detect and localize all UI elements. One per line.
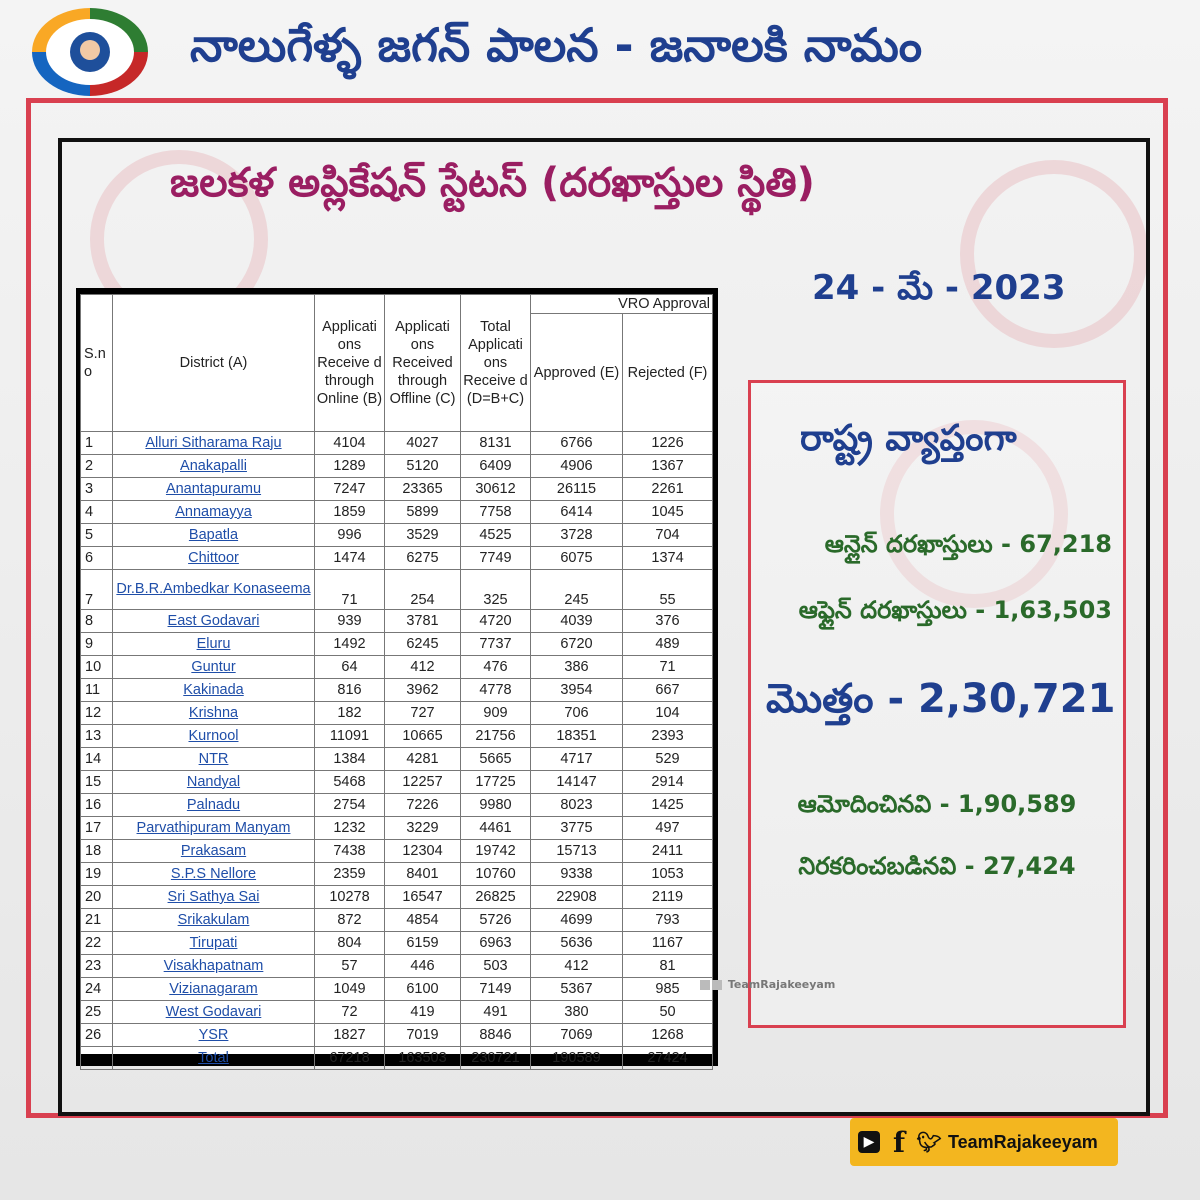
header-district: District (A): [113, 295, 315, 432]
summary-total: మొత్తం - 2,30,721: [766, 676, 1116, 722]
cell-online: 1474: [315, 547, 385, 570]
cell-district[interactable]: Sri Sathya Sai: [113, 886, 315, 909]
cell-total: 9980: [461, 794, 531, 817]
cell-rejected: 489: [623, 633, 713, 656]
table-row: [81, 909, 713, 932]
table-row: [81, 501, 713, 524]
cell-rejected: 497: [623, 817, 713, 840]
cell-sno: 4: [81, 501, 113, 524]
cell-online: 2754: [315, 794, 385, 817]
cell-offline: 4281: [385, 748, 461, 771]
cell-online: 7438: [315, 840, 385, 863]
cell-offline: 412: [385, 656, 461, 679]
cell-total: 7758: [461, 501, 531, 524]
cell-district[interactable]: Total: [113, 1047, 315, 1070]
cell-online: 11091: [315, 725, 385, 748]
table-row: [81, 955, 713, 978]
cell-sno: 15: [81, 771, 113, 794]
cell-online: 1232: [315, 817, 385, 840]
cell-rejected: 50: [623, 1001, 713, 1024]
cell-total: 4461: [461, 817, 531, 840]
table-row: [81, 840, 713, 863]
cell-sno: 7: [81, 570, 113, 610]
page-title: నాలుగేళ్ళ జగన్ పాలన - జనాలకి నామం: [190, 18, 923, 72]
table-row: [81, 771, 713, 794]
table-row: [81, 817, 713, 840]
cell-district[interactable]: Bapatla: [113, 524, 315, 547]
youtube-icon: ▶: [858, 1131, 880, 1153]
cell-approved: 7069: [531, 1024, 623, 1047]
cell-rejected: 1425: [623, 794, 713, 817]
cell-rejected: 1367: [623, 455, 713, 478]
table-row: [81, 1024, 713, 1047]
table-row: [81, 748, 713, 771]
cell-total: 21756: [461, 725, 531, 748]
cell-offline: 6245: [385, 633, 461, 656]
cell-offline: 7226: [385, 794, 461, 817]
cell-online: 996: [315, 524, 385, 547]
status-table-card: [76, 288, 718, 1066]
cell-approved: 18351: [531, 725, 623, 748]
table-row: [81, 932, 713, 955]
cell-district[interactable]: Palnadu: [113, 794, 315, 817]
table-row: [81, 702, 713, 725]
cell-approved: 6766: [531, 432, 623, 455]
cell-total: 10760: [461, 863, 531, 886]
cell-offline: 3529: [385, 524, 461, 547]
cell-rejected: 2411: [623, 840, 713, 863]
cell-sno: 13: [81, 725, 113, 748]
total-row: [81, 1047, 713, 1070]
table-row: [81, 679, 713, 702]
brand-bar: [850, 1118, 1118, 1166]
table-row: [81, 524, 713, 547]
cell-rejected: 2393: [623, 725, 713, 748]
cell-district[interactable]: S.P.S Nellore: [113, 863, 315, 886]
cell-offline: 12257: [385, 771, 461, 794]
cell-total: 4720: [461, 610, 531, 633]
summary-offline: ఆఫ్లైన్ దరఖాస్తులు - 1,63,503: [798, 596, 1112, 624]
cell-total: 503: [461, 955, 531, 978]
cell-district[interactable]: Annamayya: [113, 501, 315, 524]
cell-rejected: 55: [623, 570, 713, 610]
cell-district[interactable]: Guntur: [113, 656, 315, 679]
table-row: [81, 455, 713, 478]
cell-total: 909: [461, 702, 531, 725]
header-rejected: Rejected (F): [623, 314, 713, 432]
facebook-icon: f: [892, 1125, 906, 1159]
cell-district[interactable]: Nandyal: [113, 771, 315, 794]
header-sno: S.n o: [81, 295, 113, 432]
cell-online: 57: [315, 955, 385, 978]
district-status-table: [80, 294, 713, 1070]
cell-total: 7737: [461, 633, 531, 656]
cell-offline: 254: [385, 570, 461, 610]
cell-total: 5665: [461, 748, 531, 771]
cell-rejected: 985: [623, 978, 713, 1001]
cell-sno: 19: [81, 863, 113, 886]
cell-rejected: 376: [623, 610, 713, 633]
cell-online: 1384: [315, 748, 385, 771]
table-row: [81, 863, 713, 886]
cell-sno: 24: [81, 978, 113, 1001]
cell-sno: 20: [81, 886, 113, 909]
cell-approved: 4699: [531, 909, 623, 932]
cell-approved: 9338: [531, 863, 623, 886]
cell-district[interactable]: NTR: [113, 748, 315, 771]
cell-total: 26825: [461, 886, 531, 909]
cell-sno: 18: [81, 840, 113, 863]
cell-approved: 6075: [531, 547, 623, 570]
twitter-icon: 🐦︎: [916, 1130, 942, 1154]
cell-rejected: 1167: [623, 932, 713, 955]
table-row: [81, 886, 713, 909]
cell-sno: 25: [81, 1001, 113, 1024]
header-vro-approval: VRO Approval: [531, 295, 713, 314]
cell-approved: 386: [531, 656, 623, 679]
cell-approved: 190589: [531, 1047, 623, 1070]
cell-sno: 1: [81, 432, 113, 455]
cell-online: 1289: [315, 455, 385, 478]
cell-offline: 446: [385, 955, 461, 978]
cell-online: 67218: [315, 1047, 385, 1070]
cell-approved: 380: [531, 1001, 623, 1024]
cell-approved: 8023: [531, 794, 623, 817]
cell-online: 182: [315, 702, 385, 725]
cell-sno: 8: [81, 610, 113, 633]
cell-sno: 17: [81, 817, 113, 840]
cell-offline: 23365: [385, 478, 461, 501]
cell-total: 491: [461, 1001, 531, 1024]
cell-district[interactable]: Alluri Sitharama Raju: [113, 432, 315, 455]
cell-total: 476: [461, 656, 531, 679]
cell-district[interactable]: Vizianagaram: [113, 978, 315, 1001]
cell-sno: 16: [81, 794, 113, 817]
cell-rejected: 27424: [623, 1047, 713, 1070]
cell-rejected: 2914: [623, 771, 713, 794]
cell-rejected: 2261: [623, 478, 713, 501]
table-row: [81, 547, 713, 570]
cell-online: 71: [315, 570, 385, 610]
summary-approved: ఆమోదించినవి - 1,90,589: [797, 790, 1077, 818]
header-offline: Applicati ons Received through Offline (C): [385, 295, 461, 432]
brand-handle: TeamRajakeeyam: [948, 1131, 1098, 1152]
cell-approved: 5636: [531, 932, 623, 955]
cell-offline: 8401: [385, 863, 461, 886]
cell-rejected: 104: [623, 702, 713, 725]
cell-approved: 3728: [531, 524, 623, 547]
cell-offline: 6159: [385, 932, 461, 955]
cell-district[interactable]: Krishna: [113, 702, 315, 725]
cell-offline: 12304: [385, 840, 461, 863]
cell-sno: 22: [81, 932, 113, 955]
cell-offline: 7019: [385, 1024, 461, 1047]
cell-district[interactable]: Dr.B.R.Ambedkar Konaseema: [113, 570, 315, 610]
cell-district[interactable]: West Godavari: [113, 1001, 315, 1024]
table-row: [81, 656, 713, 679]
cell-rejected: 1053: [623, 863, 713, 886]
leader-portrait-icon: [70, 32, 110, 72]
subtitle: జలకళ అప్లికేషన్ స్టేటస్ (దరఖాస్తుల స్థితి): [170, 160, 815, 206]
cell-rejected: 1374: [623, 547, 713, 570]
cell-rejected: 1226: [623, 432, 713, 455]
cell-online: 1859: [315, 501, 385, 524]
cell-online: 939: [315, 610, 385, 633]
cell-district[interactable]: Kurnool: [113, 725, 315, 748]
cell-total: 8846: [461, 1024, 531, 1047]
table-row: [81, 432, 713, 455]
cell-online: 4104: [315, 432, 385, 455]
twitter-icon: [712, 980, 722, 990]
watermark-handle: TeamRajakeeyam: [700, 978, 835, 991]
cell-sno: 11: [81, 679, 113, 702]
table-row: [81, 478, 713, 501]
cell-approved: 14147: [531, 771, 623, 794]
header-online: Applicati ons Receive d through Online (B): [315, 295, 385, 432]
cell-approved: 4039: [531, 610, 623, 633]
table-row: [81, 1001, 713, 1024]
cell-sno: 5: [81, 524, 113, 547]
cell-sno: 10: [81, 656, 113, 679]
cell-rejected: 529: [623, 748, 713, 771]
cell-sno: [81, 1047, 113, 1070]
cell-total: 6963: [461, 932, 531, 955]
party-logo: [32, 8, 148, 96]
cell-total: 7149: [461, 978, 531, 1001]
cell-district[interactable]: Eluru: [113, 633, 315, 656]
table-row: [81, 633, 713, 656]
cell-total: 6409: [461, 455, 531, 478]
cell-total: 8131: [461, 432, 531, 455]
cell-approved: 4906: [531, 455, 623, 478]
cell-offline: 3229: [385, 817, 461, 840]
cell-total: 4525: [461, 524, 531, 547]
cell-approved: 412: [531, 955, 623, 978]
cell-district[interactable]: YSR: [113, 1024, 315, 1047]
cell-approved: 3775: [531, 817, 623, 840]
cell-total: 17725: [461, 771, 531, 794]
cell-district[interactable]: Parvathipuram Manyam: [113, 817, 315, 840]
cell-rejected: 667: [623, 679, 713, 702]
cell-rejected: 81: [623, 955, 713, 978]
cell-district[interactable]: Visakhapatnam: [113, 955, 315, 978]
cell-online: 2359: [315, 863, 385, 886]
cell-total: 4778: [461, 679, 531, 702]
cell-online: 872: [315, 909, 385, 932]
cell-offline: 727: [385, 702, 461, 725]
cell-online: 804: [315, 932, 385, 955]
cell-online: 5468: [315, 771, 385, 794]
cell-approved: 706: [531, 702, 623, 725]
cell-approved: 6720: [531, 633, 623, 656]
cell-district[interactable]: Anantapuramu: [113, 478, 315, 501]
cell-sno: 9: [81, 633, 113, 656]
cell-total: 325: [461, 570, 531, 610]
cell-approved: 5367: [531, 978, 623, 1001]
cell-total: 5726: [461, 909, 531, 932]
cell-sno: 6: [81, 547, 113, 570]
cell-rejected: 793: [623, 909, 713, 932]
cell-online: 72: [315, 1001, 385, 1024]
cell-offline: 4027: [385, 432, 461, 455]
table-row: [81, 570, 713, 610]
cell-offline: 6275: [385, 547, 461, 570]
summary-heading: రాష్ట్ర వ్యాప్తంగా: [800, 418, 1017, 459]
cell-sno: 26: [81, 1024, 113, 1047]
summary-online: ఆన్లైన్ దరఖాస్తులు - 67,218: [824, 530, 1112, 558]
cell-online: 1492: [315, 633, 385, 656]
table-row: [81, 978, 713, 1001]
cell-offline: 3962: [385, 679, 461, 702]
cell-approved: 245: [531, 570, 623, 610]
header-approved: Approved (E): [531, 314, 623, 432]
cell-rejected: 71: [623, 656, 713, 679]
cell-total: 230721: [461, 1047, 531, 1070]
cell-offline: 419: [385, 1001, 461, 1024]
cell-rejected: 2119: [623, 886, 713, 909]
cell-district[interactable]: Srikakulam: [113, 909, 315, 932]
cell-offline: 163503: [385, 1047, 461, 1070]
cell-district[interactable]: Chittoor: [113, 547, 315, 570]
cell-sno: 2: [81, 455, 113, 478]
cell-online: 1827: [315, 1024, 385, 1047]
cell-district[interactable]: East Godavari: [113, 610, 315, 633]
cell-approved: 6414: [531, 501, 623, 524]
cell-approved: 3954: [531, 679, 623, 702]
summary-rejected: నిరకరించబడినవి - 27,424: [798, 852, 1076, 880]
cell-online: 10278: [315, 886, 385, 909]
table-row: [81, 610, 713, 633]
table-row: [81, 794, 713, 817]
table-body: [81, 432, 713, 1070]
cell-online: 64: [315, 656, 385, 679]
cell-offline: 4854: [385, 909, 461, 932]
cell-total: 7749: [461, 547, 531, 570]
header-total: Total Applicati ons Receive d (D=B+C): [461, 295, 531, 432]
cell-approved: 4717: [531, 748, 623, 771]
cell-offline: 3781: [385, 610, 461, 633]
cell-approved: 15713: [531, 840, 623, 863]
cell-approved: 22908: [531, 886, 623, 909]
cell-district[interactable]: Prakasam: [113, 840, 315, 863]
cell-sno: 21: [81, 909, 113, 932]
cell-district[interactable]: Anakapalli: [113, 455, 315, 478]
cell-offline: 16547: [385, 886, 461, 909]
cell-offline: 6100: [385, 978, 461, 1001]
cell-total: 19742: [461, 840, 531, 863]
cell-sno: 14: [81, 748, 113, 771]
cell-rejected: 1045: [623, 501, 713, 524]
facebook-icon: [700, 980, 710, 990]
cell-offline: 10665: [385, 725, 461, 748]
cell-district[interactable]: Tirupati: [113, 932, 315, 955]
date-label: 24 - మే - 2023: [812, 268, 1066, 308]
cell-sno: 23: [81, 955, 113, 978]
cell-sno: 12: [81, 702, 113, 725]
cell-rejected: 1268: [623, 1024, 713, 1047]
cell-offline: 5899: [385, 501, 461, 524]
cell-offline: 5120: [385, 455, 461, 478]
cell-online: 7247: [315, 478, 385, 501]
cell-total: 30612: [461, 478, 531, 501]
cell-district[interactable]: Kakinada: [113, 679, 315, 702]
cell-online: 816: [315, 679, 385, 702]
cell-sno: 3: [81, 478, 113, 501]
table-row: [81, 725, 713, 748]
cell-online: 1049: [315, 978, 385, 1001]
cell-rejected: 704: [623, 524, 713, 547]
cell-approved: 26115: [531, 478, 623, 501]
